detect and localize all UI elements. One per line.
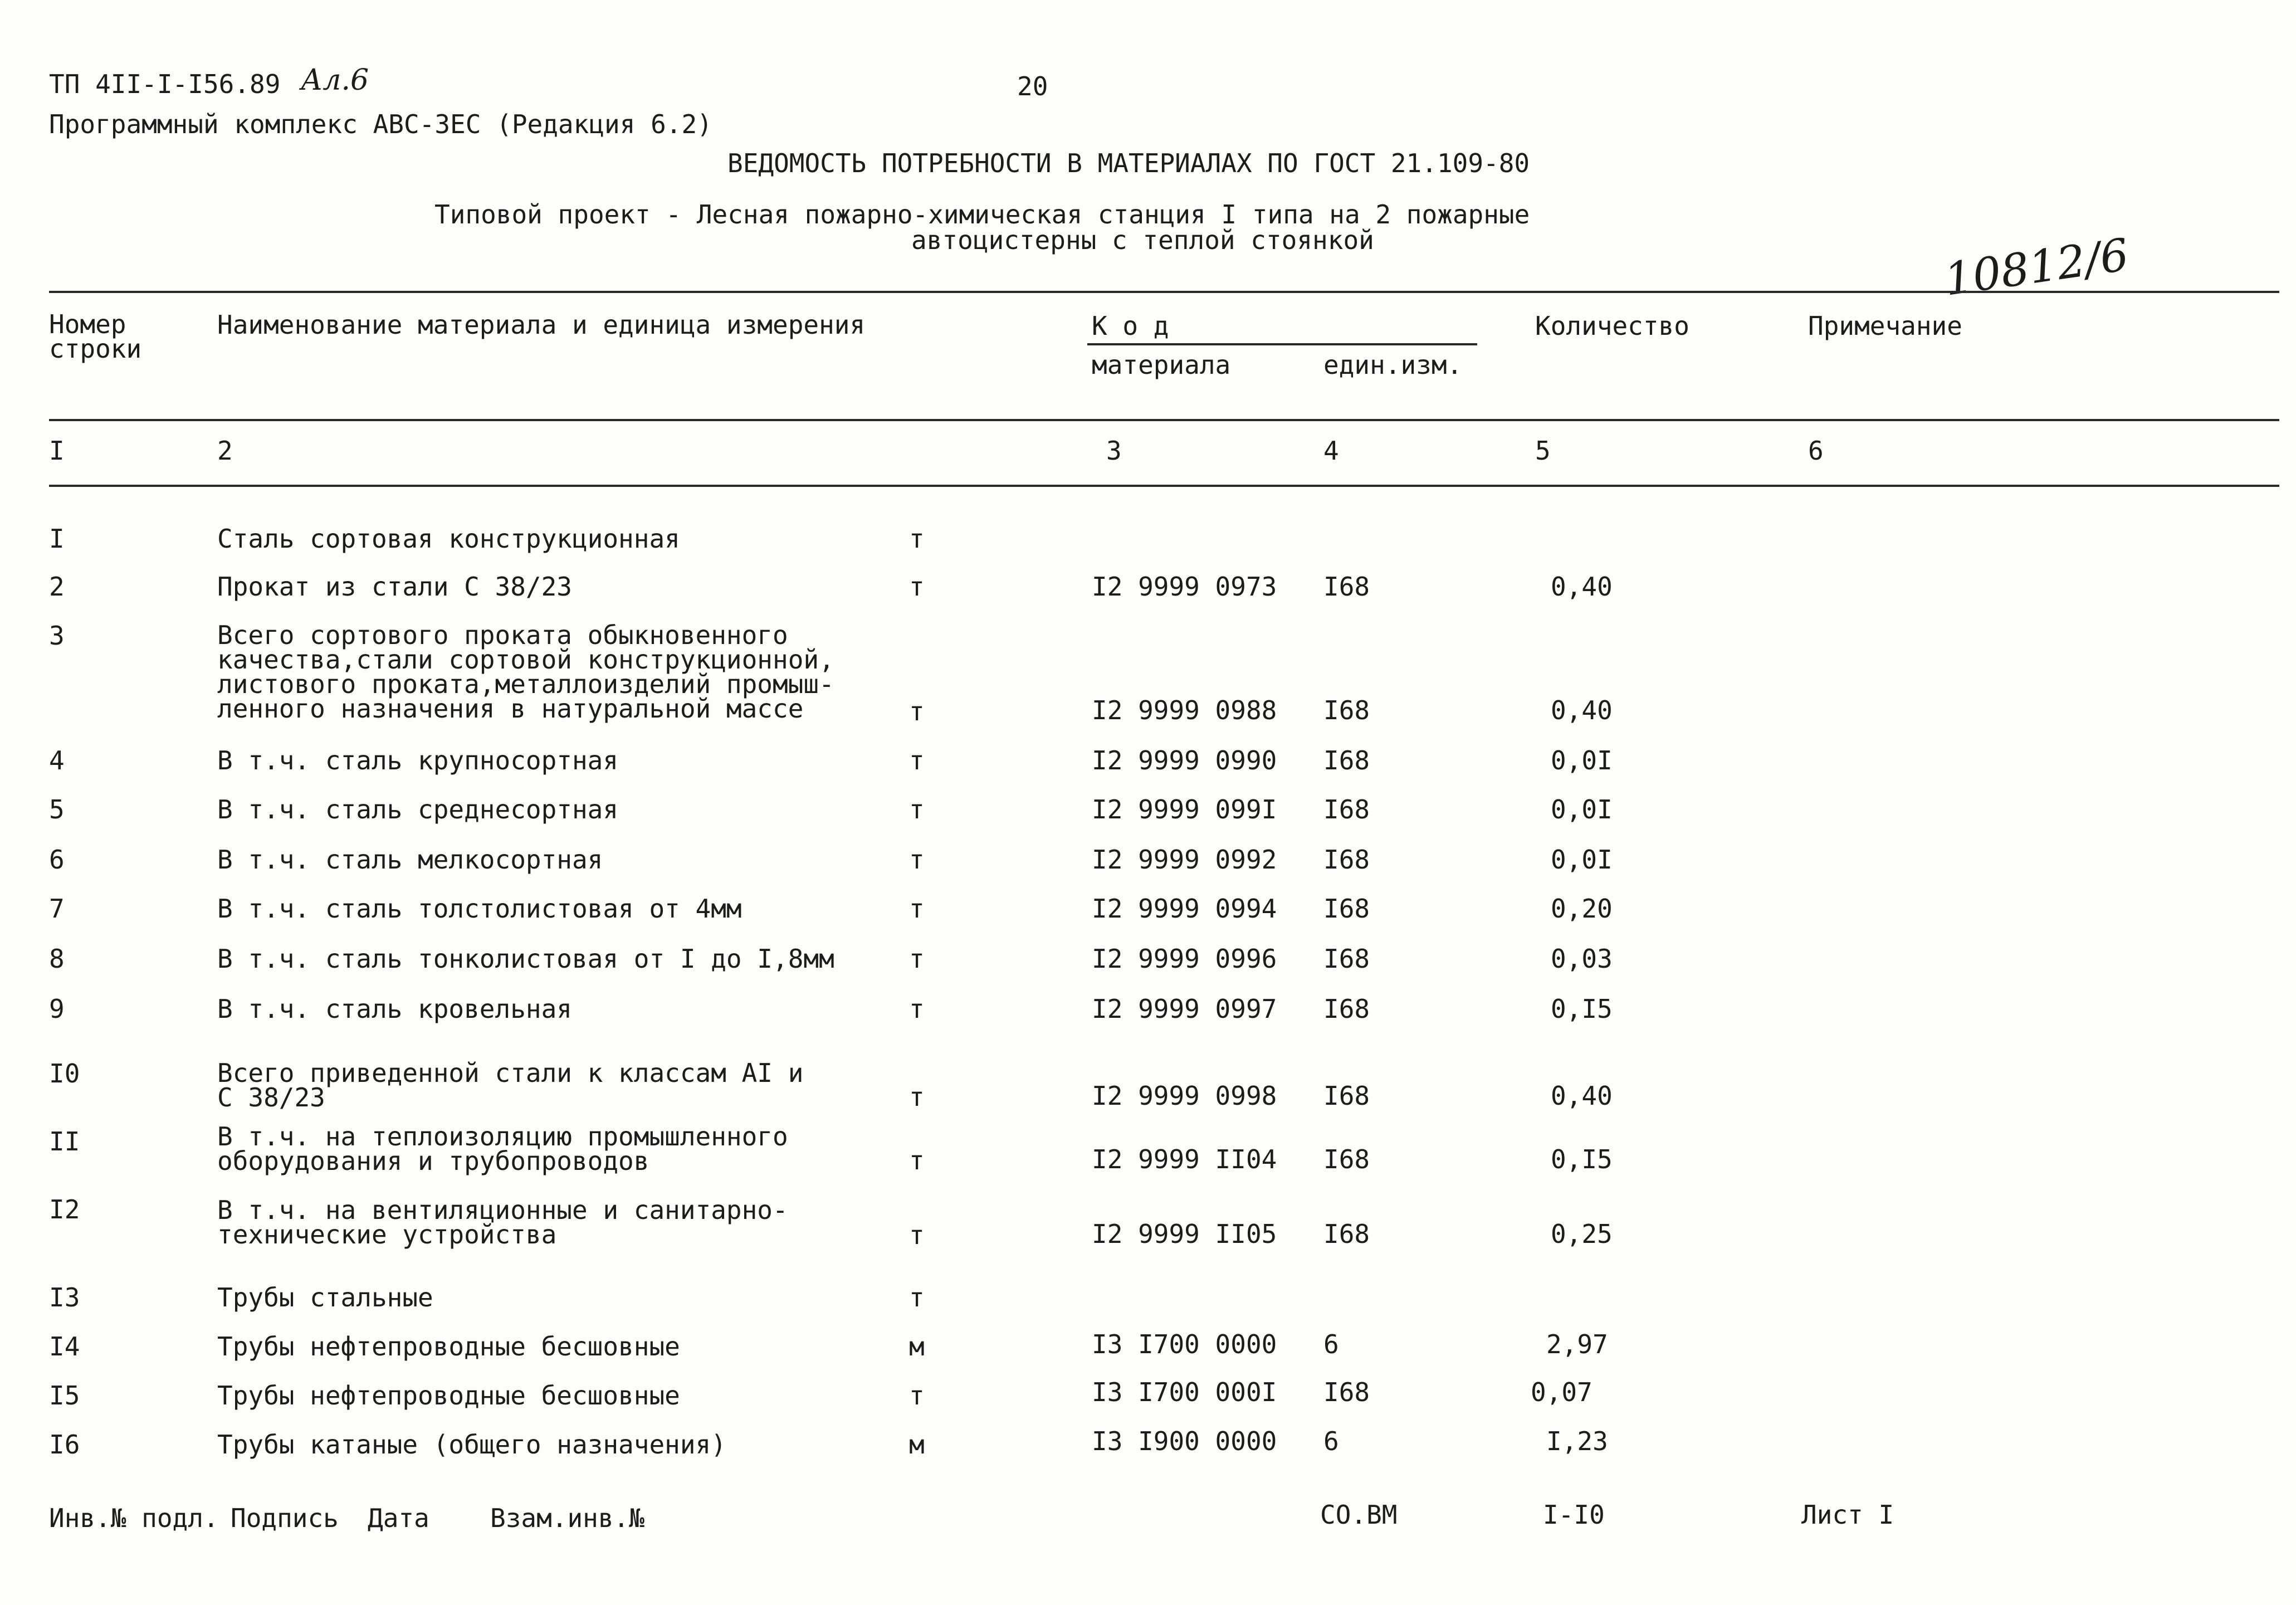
col-header-material-code: материала bbox=[1092, 350, 1231, 380]
footer-replace-inv: Взам.инв.№ bbox=[490, 1503, 644, 1533]
col-number-2: 2 bbox=[217, 436, 233, 466]
footer-signature: Подпись bbox=[231, 1503, 339, 1533]
col-header-note: Примечание bbox=[1808, 311, 1962, 341]
row-unit-code: I68 bbox=[1323, 1144, 1370, 1174]
col-header-row-number: Номер строки bbox=[49, 309, 142, 364]
row-material-code: I2 9999 II05 bbox=[1092, 1219, 1277, 1249]
doc-code: ТП 4II-I-I56.89 bbox=[49, 69, 281, 99]
row-unit: т bbox=[909, 696, 925, 726]
row-number: II bbox=[49, 1126, 80, 1157]
footer-range: I-I0 bbox=[1543, 1500, 1605, 1530]
row-name: Прокат из стали С 38/23 bbox=[217, 572, 572, 602]
handwritten-number: 10812/6 bbox=[1941, 228, 2132, 306]
row-material-code: I2 9999 0990 bbox=[1092, 745, 1277, 775]
row-material-code: I2 9999 0994 bbox=[1092, 894, 1277, 924]
col-number-4: 4 bbox=[1323, 436, 1339, 466]
row-number: I bbox=[49, 524, 65, 554]
row-quantity: 0,03 bbox=[1551, 944, 1613, 974]
row-unit: т bbox=[909, 1380, 925, 1411]
row-material-code: I2 9999 0996 bbox=[1092, 944, 1277, 974]
code-underline bbox=[1087, 343, 1477, 345]
row-name: В т.ч. сталь толстолистовая от 4мм bbox=[217, 894, 742, 924]
col-number-6: 6 bbox=[1808, 436, 1824, 466]
row-number: 7 bbox=[49, 894, 65, 924]
row-quantity: 0,0I bbox=[1551, 794, 1613, 825]
row-quantity: I,23 bbox=[1546, 1426, 1608, 1456]
row-unit: т bbox=[909, 1082, 925, 1112]
row-unit: т bbox=[909, 894, 925, 924]
row-number: 9 bbox=[49, 994, 65, 1024]
row-material-code: I2 9999 0997 bbox=[1092, 994, 1277, 1024]
col-header-quantity: Количество bbox=[1535, 311, 1689, 341]
row-material-code: I2 9999 099I bbox=[1092, 794, 1277, 825]
row-unit-code: I68 bbox=[1323, 894, 1370, 924]
row-unit: т bbox=[909, 1282, 925, 1313]
row-number: 8 bbox=[49, 944, 65, 974]
row-unit: т bbox=[909, 994, 925, 1024]
row-name: В т.ч. сталь среднесортная bbox=[217, 794, 619, 825]
row-quantity: 0,25 bbox=[1551, 1219, 1613, 1249]
row-number: I4 bbox=[49, 1331, 80, 1362]
row-name: В т.ч. сталь мелкосортная bbox=[217, 845, 603, 875]
row-name: Трубы нефтепроводные бесшовные bbox=[217, 1380, 680, 1411]
col-header-code: К о д bbox=[1092, 311, 1169, 341]
row-unit-code: I68 bbox=[1323, 794, 1370, 825]
row-unit: м bbox=[909, 1430, 925, 1460]
row-unit: т bbox=[909, 572, 925, 602]
row-material-code: I2 9999 0998 bbox=[1092, 1081, 1277, 1111]
row-number: 2 bbox=[49, 572, 65, 602]
row-unit: т bbox=[909, 1220, 925, 1250]
software-line: Программный комплекс АВС-3ЕС (Редакция 6.2) bbox=[49, 109, 712, 139]
row-number: I5 bbox=[49, 1380, 80, 1411]
row-name: В т.ч. на вентиляционные и санитарно- технические устройства bbox=[217, 1195, 788, 1250]
row-quantity: 0,I5 bbox=[1551, 994, 1613, 1024]
row-unit-code: I68 bbox=[1323, 1081, 1370, 1111]
row-quantity: 0,40 bbox=[1551, 572, 1613, 602]
row-name: В т.ч. сталь тонколистовая от I до I,8мм bbox=[217, 944, 834, 974]
row-quantity: 0,07 bbox=[1531, 1377, 1592, 1407]
row-number: 4 bbox=[49, 745, 65, 775]
row-number: I3 bbox=[49, 1282, 80, 1313]
row-unit-code: I68 bbox=[1323, 695, 1370, 725]
row-unit: м bbox=[909, 1331, 925, 1362]
row-unit-code: I68 bbox=[1323, 845, 1370, 875]
row-quantity: 0,40 bbox=[1551, 1081, 1613, 1111]
row-number: I2 bbox=[49, 1194, 80, 1225]
row-name: Всего приведенной стали к классам АI и С 38/23 bbox=[217, 1058, 804, 1113]
row-name: В т.ч. сталь кровельная bbox=[217, 994, 572, 1024]
row-unit: т bbox=[909, 1145, 925, 1175]
row-unit-code: I68 bbox=[1323, 745, 1370, 775]
row-name: Трубы катаные (общего назначения) bbox=[217, 1430, 726, 1460]
col-number-1: I bbox=[49, 436, 65, 466]
table-top-line bbox=[49, 291, 2279, 293]
row-unit-code: I68 bbox=[1323, 1219, 1370, 1249]
row-quantity: 0,20 bbox=[1551, 894, 1613, 924]
row-unit: т bbox=[909, 524, 925, 554]
row-number: 5 bbox=[49, 794, 65, 825]
row-unit-code: I68 bbox=[1323, 1377, 1370, 1407]
col-number-5: 5 bbox=[1535, 436, 1551, 466]
project-line-1: Типовой проект - Лесная пожарно-химическая станция I типа на 2 пожарные bbox=[434, 199, 1530, 230]
footer-sheet: Лист I bbox=[1801, 1500, 1894, 1530]
row-unit-code: I68 bbox=[1323, 944, 1370, 974]
row-name: Сталь сортовая конструкционная bbox=[217, 524, 680, 554]
row-quantity: 0,I5 bbox=[1551, 1144, 1613, 1174]
row-number: 3 bbox=[49, 621, 65, 651]
footer-form-code: СО.ВМ bbox=[1320, 1500, 1398, 1530]
row-unit: т bbox=[909, 944, 925, 974]
row-material-code: I2 9999 II04 bbox=[1092, 1144, 1277, 1174]
row-quantity: 0,0I bbox=[1551, 745, 1613, 775]
col-header-name: Наименование материала и единица измерения bbox=[217, 310, 866, 340]
row-number: 6 bbox=[49, 845, 65, 875]
row-unit-code: I68 bbox=[1323, 572, 1370, 602]
row-material-code: I2 9999 0992 bbox=[1092, 845, 1277, 875]
row-quantity: 0,0I bbox=[1551, 845, 1613, 875]
row-unit-code: I68 bbox=[1323, 994, 1370, 1024]
footer-inv-no: Инв.№ подл. bbox=[49, 1503, 219, 1533]
row-unit: т bbox=[909, 845, 925, 875]
row-quantity: 0,40 bbox=[1551, 695, 1613, 725]
page-number: 20 bbox=[1017, 71, 1048, 101]
row-number: I6 bbox=[49, 1430, 80, 1460]
row-material-code: I2 9999 0973 bbox=[1092, 572, 1277, 602]
row-number: I0 bbox=[49, 1058, 80, 1089]
row-name: Трубы стальные bbox=[217, 1282, 433, 1313]
project-line-2: автоцистерны с теплой стоянкой bbox=[911, 225, 1374, 255]
row-material-code: I3 I700 0000 bbox=[1092, 1329, 1277, 1359]
row-material-code: I3 I900 0000 bbox=[1092, 1426, 1277, 1456]
col-header-unit-code: един.изм. bbox=[1323, 350, 1463, 380]
col-number-3: 3 bbox=[1106, 436, 1122, 466]
row-unit-code: 6 bbox=[1323, 1426, 1339, 1456]
row-quantity: 2,97 bbox=[1546, 1329, 1608, 1359]
row-unit: т bbox=[909, 794, 925, 825]
table-header-bottom-line bbox=[49, 419, 2279, 421]
footer-date: Дата bbox=[368, 1503, 429, 1533]
row-unit: т bbox=[909, 745, 925, 775]
row-name: Трубы нефтепроводные бесшовные bbox=[217, 1331, 680, 1362]
row-name: В т.ч. на теплоизоляцию промышленного оборудования и трубопроводов bbox=[217, 1121, 788, 1176]
row-name: В т.ч. сталь крупносортная bbox=[217, 745, 619, 775]
row-material-code: I3 I700 000I bbox=[1092, 1377, 1277, 1407]
album-mark: Ал.6 bbox=[301, 64, 369, 97]
row-unit-code: 6 bbox=[1323, 1329, 1339, 1359]
page-title: ВЕДОМОСТЬ ПОТРЕБНОСТИ В МАТЕРИАЛАХ ПО ГОСТ 21.109-80 bbox=[727, 148, 1530, 178]
table-number-row-line bbox=[49, 485, 2279, 487]
row-name: Всего сортового проката обыкновенного качества,стали сортовой конструкционной, листового проката,металлоизделий промыш- ленного назначения в натуральной массе bbox=[217, 620, 834, 724]
row-material-code: I2 9999 0988 bbox=[1092, 695, 1277, 725]
